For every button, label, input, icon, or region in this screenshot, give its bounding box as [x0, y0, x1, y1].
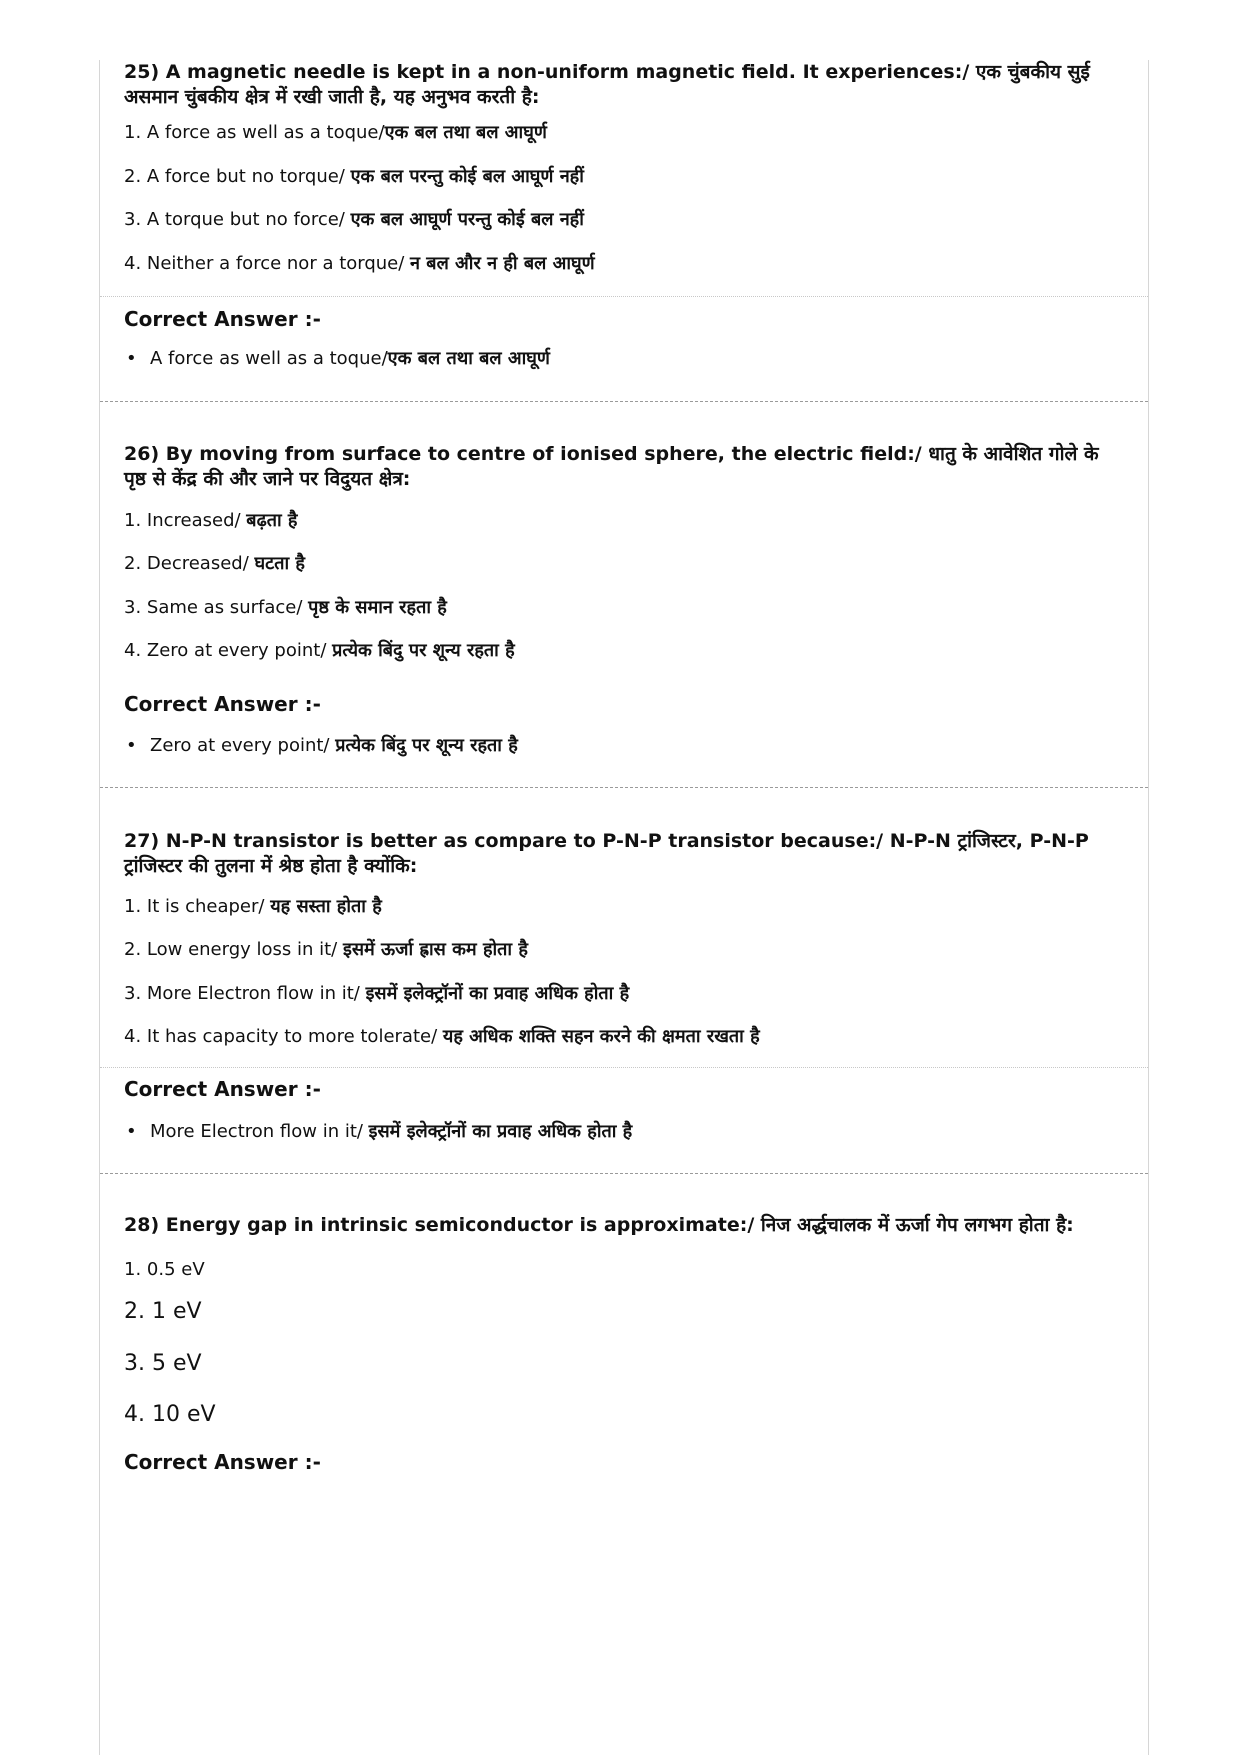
option-text-en: 1. A force as well as a toque/ [124, 122, 385, 143]
option-text-hi: इसमें इलेक्ट्रॉनों का प्रवाह अधिक होता है [365, 983, 630, 1004]
answer-text-en: A force as well as a toque/ [150, 348, 388, 369]
option-text-en: 3. 5 eV [124, 1351, 202, 1376]
question-27-option-2 [124, 938, 528, 962]
answer-text-en: More Electron flow in it/ [150, 1121, 369, 1142]
question-26-option-1 [124, 509, 297, 533]
bullet-icon: • [126, 348, 137, 369]
question-28-option-4 [124, 1403, 216, 1427]
option-text-hi: एक बल परन्तु कोई बल आघूर्ण नहीं [350, 166, 584, 187]
question-26-option-2 [124, 552, 305, 576]
question-26-title: 26) By moving from surface to centre of ionised sphere, the electric field:/ धातु के आवेशित गोले के पृष्ठ से केंद्र की और जाने पर विदुयत क्षेत्र: [124, 443, 1099, 490]
option-text-en: 2. 1 eV [124, 1299, 202, 1324]
correct-answer-item [124, 734, 518, 758]
question-25-option-3 [124, 208, 584, 232]
option-text-en: 4. 10 eV [124, 1402, 216, 1427]
answer-text-hi: इसमें इलेक्ट्रॉनों का प्रवाह अधिक होता है [368, 1121, 633, 1142]
question-25-title: 25) A magnetic needle is kept in a non-uniform magnetic field. It experiences:/ एक चुंबकीय सुई असमान चुंबकीय क्षेत्र में रखी जाती है, यह अनुभव करती है: [124, 61, 1090, 108]
question-25-option-4 [124, 252, 595, 276]
options-divider [100, 296, 1148, 297]
question-divider [100, 787, 1148, 788]
question-28-option-2 [124, 1300, 202, 1324]
option-text-en: 3. A torque but no force/ [124, 209, 351, 230]
correct-answer-item [124, 1120, 632, 1144]
question-paper-page [99, 60, 1149, 1755]
answer-text-en: Zero at every point/ [150, 735, 336, 756]
question-27-option-3 [124, 982, 629, 1006]
option-text-en: 4. It has capacity to more tolerate/ [124, 1026, 443, 1047]
option-text-hi: एक बल तथा बल आघूर्ण [384, 122, 547, 143]
question-25-option-2 [124, 165, 584, 189]
option-text-en: 3. More Electron flow in it/ [124, 983, 366, 1004]
correct-answer-label: Correct Answer :- [124, 307, 321, 331]
option-text-en: 2. Decreased/ [124, 553, 255, 574]
question-27-title: 27) N-P-N transistor is better as compare to P-N-P transistor because:/ N-P-N ट्रांजिस्टर, P-N-P ट्रांजिस्टर की तुलना में श्रेष्ठ होता है क्योंकि: [124, 830, 1089, 877]
option-text-en: 2. A force but no torque/ [124, 166, 351, 187]
question-28-title: 28) Energy gap in intrinsic semiconductor is approximate:/ निज अर्द्धचालक में ऊर्जा गेप लगभग होता है: [124, 1214, 1074, 1236]
question-28-option-1 [124, 1258, 205, 1282]
option-text-hi: पृष्ठ के समान रहता है [308, 597, 447, 618]
option-text-en: 1. 0.5 eV [124, 1259, 205, 1280]
question-27-option-1 [124, 895, 382, 919]
question-26-option-4 [124, 639, 515, 663]
option-text-hi: यह सस्ता होता है [270, 896, 382, 917]
option-text-en: 4. Zero at every point/ [124, 640, 333, 661]
option-text-hi: एक बल आघूर्ण परन्तु कोई बल नहीं [350, 209, 584, 230]
question-divider [100, 1173, 1148, 1174]
bullet-icon: • [126, 1121, 137, 1142]
option-text-hi: इसमें ऊर्जा ह्रास कम होता है [342, 939, 528, 960]
question-25-option-1 [124, 121, 547, 145]
correct-answer-item [124, 347, 550, 371]
options-divider [100, 1067, 1148, 1068]
correct-answer-label: Correct Answer :- [124, 1450, 321, 1474]
option-text-hi: बढ़ता है [246, 510, 298, 531]
correct-answer-label: Correct Answer :- [124, 692, 321, 716]
option-text-hi: न बल और न ही बल आघूर्ण [410, 253, 595, 274]
option-text-hi: यह अधिक शक्ति सहन करने की क्षमता रखता है [442, 1026, 760, 1047]
question-28-option-3 [124, 1352, 202, 1376]
answer-text-hi: एक बल तथा बल आघूर्ण [387, 348, 550, 369]
option-text-en: 2. Low energy loss in it/ [124, 939, 343, 960]
option-text-en: 1. It is cheaper/ [124, 896, 271, 917]
bullet-icon: • [126, 735, 137, 756]
question-27-option-4 [124, 1025, 760, 1049]
option-text-en: 3. Same as surface/ [124, 597, 309, 618]
correct-answer-label: Correct Answer :- [124, 1077, 321, 1101]
option-text-en: 4. Neither a force nor a torque/ [124, 253, 411, 274]
answer-text-hi: प्रत्येक बिंदु पर शून्य रहता है [335, 735, 518, 756]
question-26-option-3 [124, 596, 447, 620]
option-text-hi: प्रत्येक बिंदु पर शून्य रहता है [332, 640, 515, 661]
option-text-hi: घटता है [254, 553, 305, 574]
question-divider [100, 401, 1148, 402]
option-text-en: 1. Increased/ [124, 510, 247, 531]
